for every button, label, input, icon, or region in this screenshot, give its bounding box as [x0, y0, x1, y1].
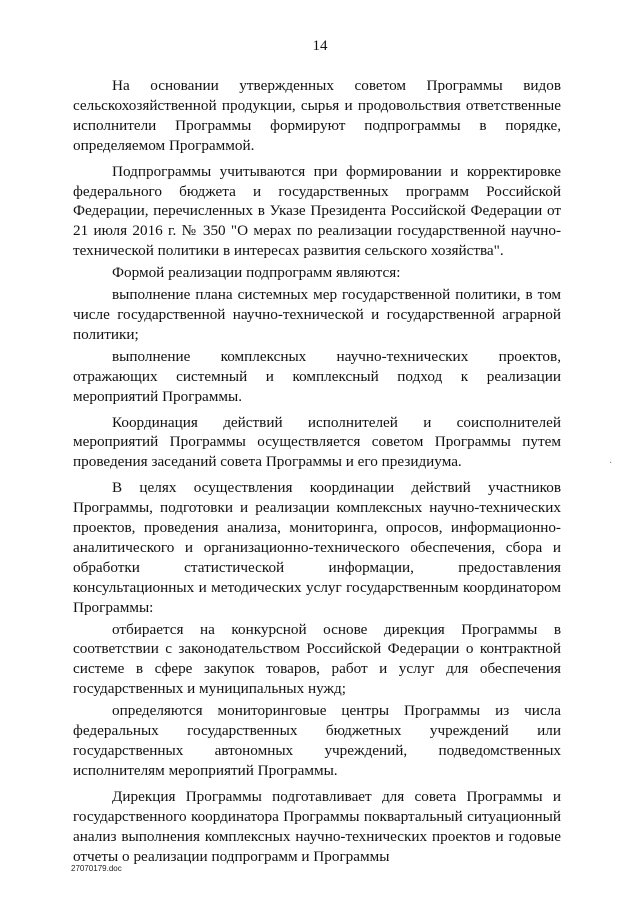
paragraph-directorate-reports: Дирекция Программы подготавливает для совета Программы и государственного координатора Программы поквартальный ситуационный анализ выполнения комплексных научно-технических проектов и годовые отчеты о реализации подпрограмм и Программы: [73, 787, 561, 865]
paragraph-implementation-forms: Формой реализации подпрограмм являются:: [112, 264, 401, 282]
document-filename: 27070179.doc: [71, 864, 122, 873]
document-body: [73, 76, 561, 866]
paragraph-policy-measures: выполнение плана системных мер государственной политики, в том числе государственной научно-технической и государственной аграрной политики;: [73, 286, 561, 343]
paragraph-directorate-selection: отбирается на конкурсной основе дирекция Программы в соответствии с законодательством Российской Федерации о контрактной системе в сфере закупок товаров, работ и услуг для обеспечения государственных и муниципальных нужд;: [73, 620, 561, 698]
paragraph-complex-projects: выполнение комплексных научно-технических проектов, отражающих системный и комплексный подход к реализации мероприятий Программы.: [73, 347, 561, 405]
margin-mark: ·: [609, 458, 613, 469]
paragraph-coordination-purposes: В целях осуществления координации действий участников Программы, подготовки и реализации комплексных научно-технических проектов, проведения анализа, мониторинга, опросов, информационно-аналитического и организационно-технического обеспечения, сбора и обработки статистической информации, предоставления консультационных и методических услуг государственным координатором Программы:: [73, 479, 561, 616]
paragraph-monitoring-centers: определяются мониторинговые центры Программы из числа федеральных государственных бюджетных учреждений или государственных автономных учреждений, подведомственных исполнителям мероприятий Программы.: [73, 702, 561, 779]
paragraph-coordination: Координация действий исполнителей и соисполнителей мероприятий Программы осуществляется советом Программы путем проведения заседаний совета Программы и его президиума.: [73, 413, 561, 471]
page-number: 14: [312, 38, 328, 54]
paragraph-subprogram-formation: На основании утвержденных советом Программы видов сельскохозяйственной продукции, сырья и продовольствия ответственные исполнители Программы формируют подпрограммы в порядке, определяемом Программой.: [73, 77, 561, 154]
paragraph-subprogram-budget: Подпрограммы учитываются при формировании и корректировке федерального бюджета и государственных программ Российской Федерации, перечисленных в Указе Президента Российской Федерации от 21 июля 2016 г. № 350 "О мерах по реализации государственной научно-технической политики в интересах развития сельского хозяйства".: [73, 162, 561, 260]
